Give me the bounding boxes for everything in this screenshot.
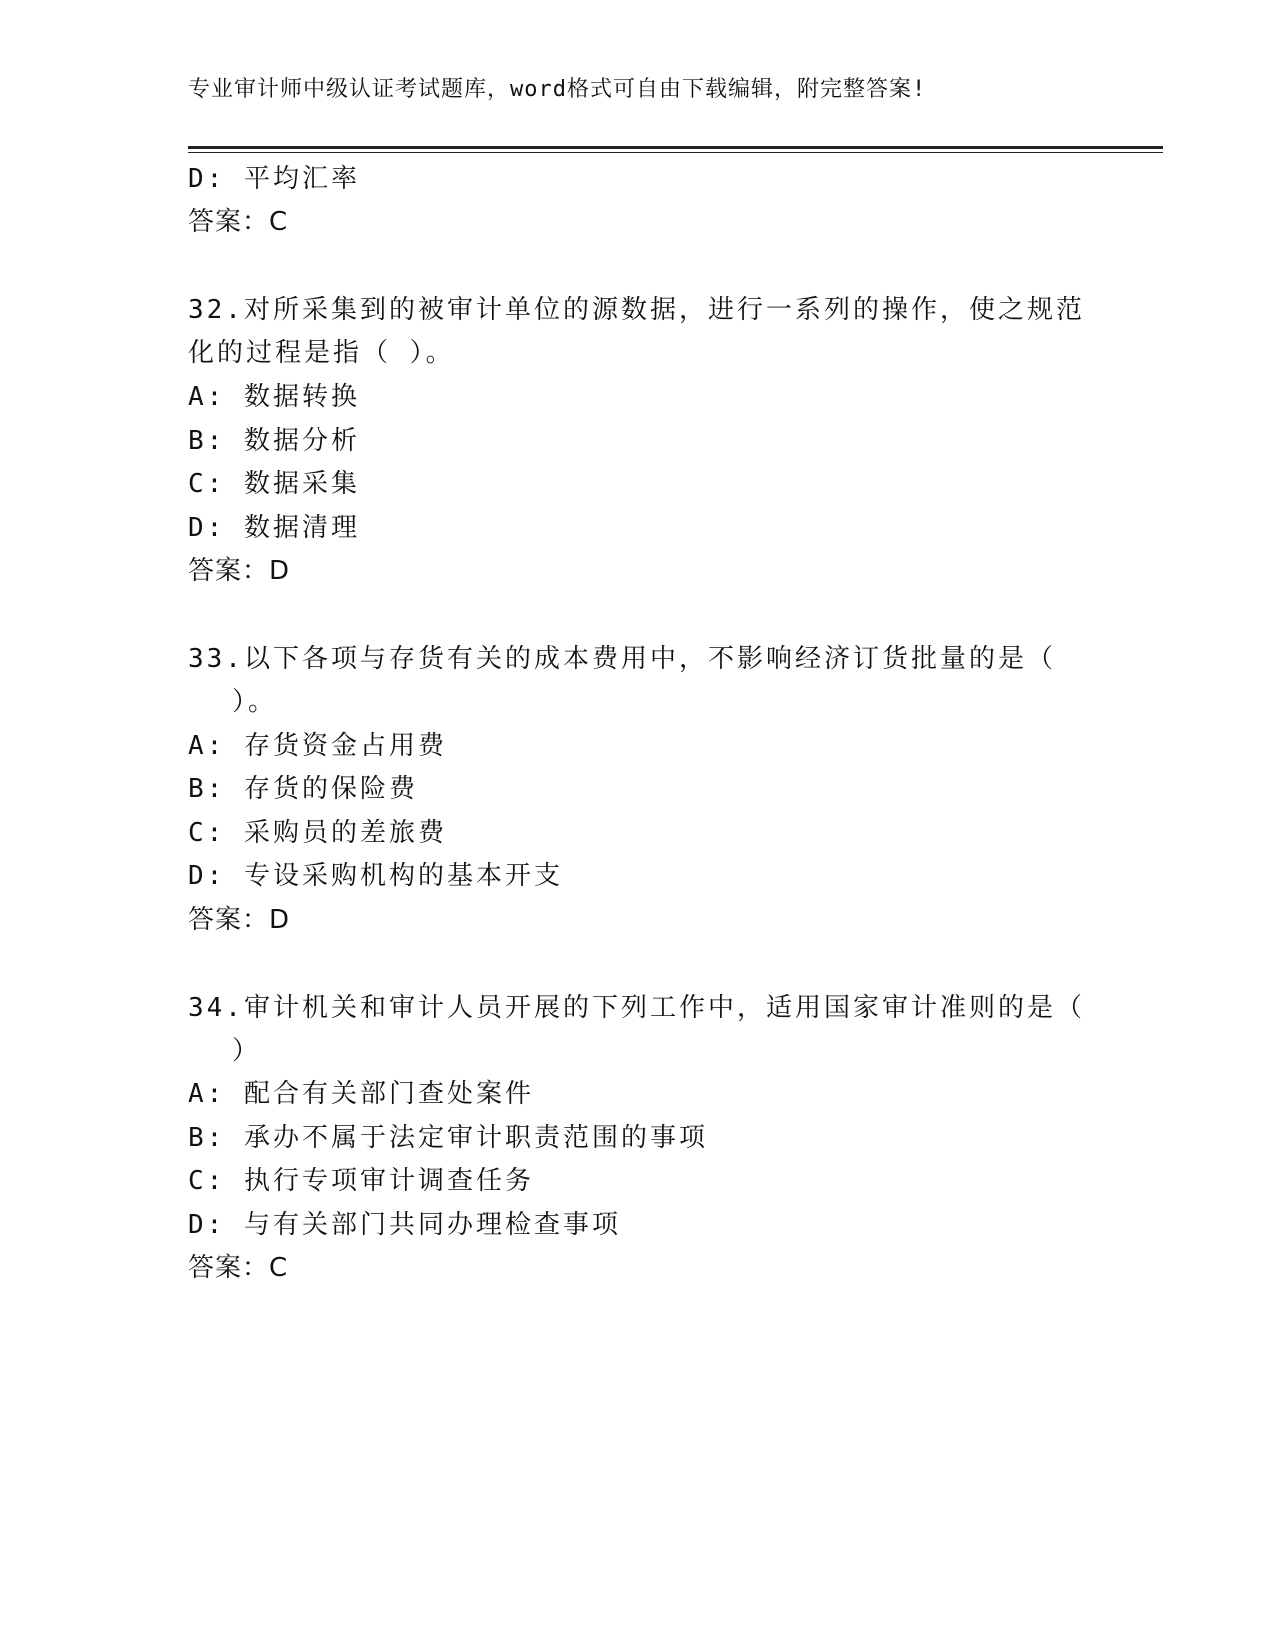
header-rule-thin (188, 152, 1163, 153)
question-33-stem-cont: ）。 (232, 687, 278, 717)
option-c: C: 采购员的差旅费 (188, 818, 447, 848)
option-b: B: 存货的保险费 (188, 774, 418, 804)
answer: 答案：C (188, 1253, 289, 1283)
option-d: D: 与有关部门共同办理检查事项 (188, 1210, 621, 1240)
option-a: A: 数据转换 (188, 382, 360, 412)
header-rule-thick (188, 146, 1163, 149)
option-a: A: 存货资金占用费 (188, 731, 447, 761)
question-34-stem-cont: ） (232, 1036, 262, 1066)
option-c: C: 数据采集 (188, 469, 360, 499)
answer: 答案：D (188, 556, 291, 586)
answer: 答案：C (188, 207, 289, 237)
answer: 答案：D (188, 905, 291, 935)
question-34-stem: 34.审计机关和审计人员开展的下列工作中，适用国家审计准则的是（ (188, 993, 1085, 1023)
question-32-stem: 32.对所采集到的被审计单位的源数据，进行一系列的操作，使之规范 (188, 295, 1085, 325)
option-a: A: 配合有关部门查处案件 (188, 1079, 534, 1109)
option-b: B: 承办不属于法定审计职责范围的事项 (188, 1123, 708, 1153)
option-b: B: 数据分析 (188, 426, 360, 456)
question-32-stem-cont: 化的过程是指（ ）。 (188, 338, 455, 368)
option-d: D: 专设采购机构的基本开支 (188, 861, 563, 891)
question-33-stem: 33.以下各项与存货有关的成本费用中，不影响经济订货批量的是（ (188, 644, 1056, 674)
option-d: D: 平均汇率 (188, 164, 360, 194)
page-header: 专业审计师中级认证考试题库，word格式可自由下载编辑，附完整答案! (188, 77, 927, 102)
option-d: D: 数据清理 (188, 513, 360, 543)
option-c: C: 执行专项审计调查任务 (188, 1166, 534, 1196)
